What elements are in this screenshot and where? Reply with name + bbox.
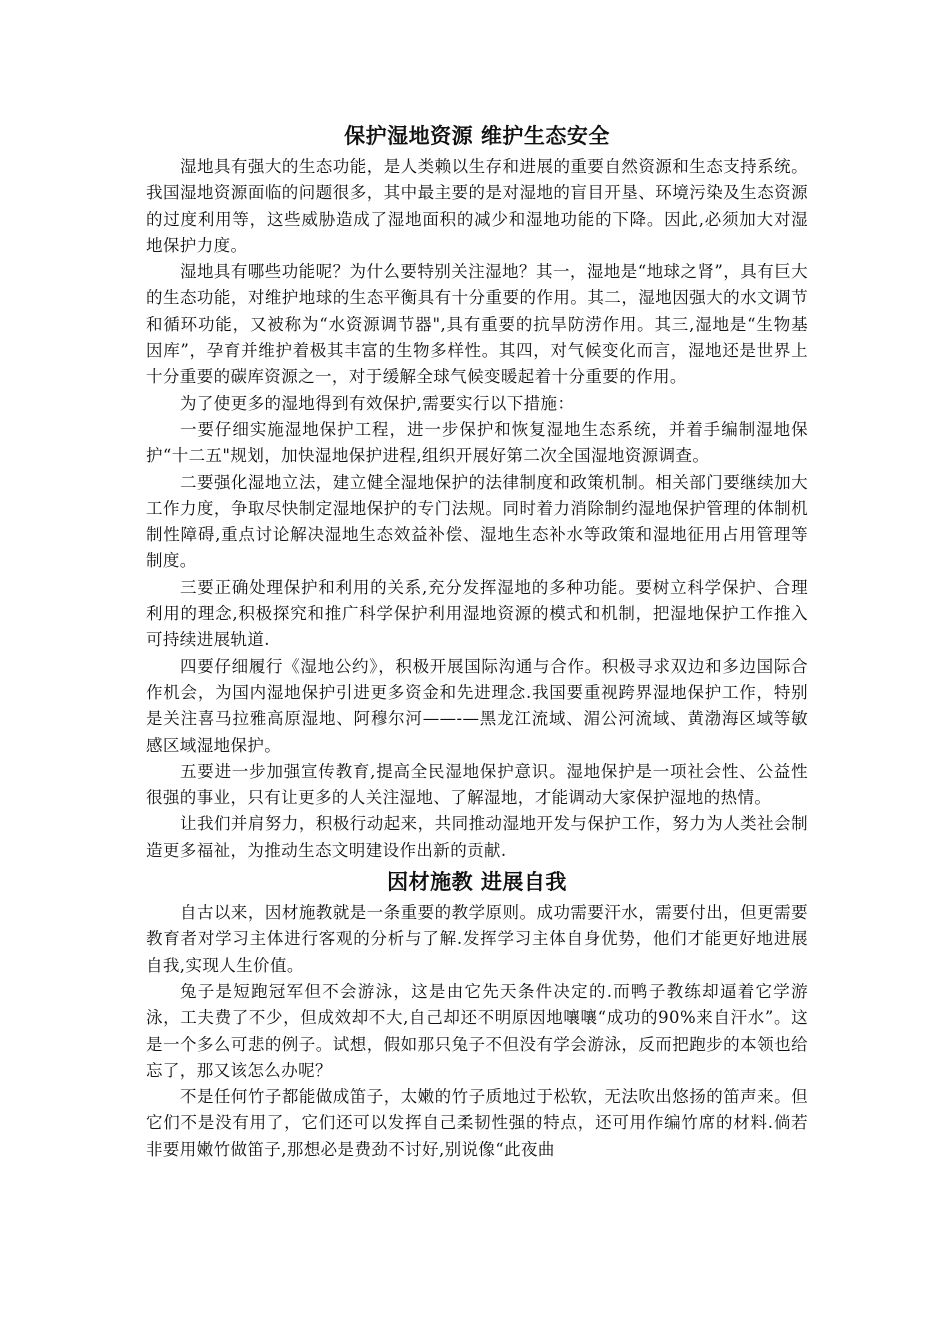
paragraph: 让我们并肩努力，积极行动起来，共同推动湿地开发与保护工作，努力为人类社会制造更多福祉，为推动生态文明建设作出新的贡献. [146, 814, 808, 860]
paragraph: 兔子是短跑冠军但不会游泳，这是由它先天条件决定的.而鸭子教练却逼着它学游泳，工夫费了不少，但成效却不大,自己却还不明原因地嚷嚷“成功的90%来自汗水”。这是一个多么可悲的例子。试想，假如那只兔子不但没有学会游泳，反而把跑步的本领也给忘了，那又该怎么办呢？ [146, 981, 808, 1080]
paragraph: 三要正确处理保护和利用的关系,充分发挥湿地的多种功能。要树立科学保护、合理利用的理念,积极探究和推广科学保护利用湿地资源的模式和机制，把湿地保护工作推入可持续进展轨道. [146, 577, 808, 650]
paragraph: 湿地具有强大的生态功能，是人类赖以生存和进展的重要自然资源和生态支持系统。我国湿地资源面临的问题很多，其中最主要的是对湿地的盲目开垦、环境污染及生态资源的过度利用等，这些威胁造成了湿地面积的减少和湿地功能的下降。因此,必须加大对湿地保护力度。 [146, 157, 808, 255]
paragraph: 五要进一步加强宣传教育,提高全民湿地保护意识。湿地保护是一项社会性、公益性很强的事业，只有让更多的人关注湿地、了解湿地，才能调动大家保护湿地的热情。 [146, 761, 808, 808]
paragraph: 四要仔细履行《湿地公约》，积极开展国际沟通与合作。积极寻求双边和多边国际合作机会，为国内湿地保护引进更多资金和先进理念.我国要重视跨界湿地保护工作，特别是关注喜马拉雅高原湿地、阿穆尔河——-—黑龙江流域、湄公河流域、黄渤海区域等敏感区域湿地保护。 [146, 656, 808, 755]
paragraph: 一要仔细实施湿地保护工程，进一步保护和恢复湿地生态系统，并着手编制湿地保护“十二五"规划，加快湿地保护进程,组织开展好第二次全国湿地资源调查。 [146, 419, 808, 466]
paragraph: 湿地具有哪些功能呢？为什么要特别关注湿地？其一，湿地是“地球之肾”，具有巨大的生态功能，对维护地球的生态平衡具有十分重要的作用。其二，湿地因强大的水文调节和循环功能，又被称为“水资源调节器",具有重要的抗旱防涝作用。其三,湿地是“生物基因库”，孕育并维护着极其丰富的生物多样性。其四，对气候变化而言，湿地还是世界上十分重要的碳库资源之一，对于缓解全球气候变暖起着十分重要的作用。 [146, 262, 808, 387]
paragraph: 自古以来，因材施教就是一条重要的教学原则。成功需要汗水，需要付出，但更需要教育者对学习主体进行客观的分析与了解.发挥学习主体自身优势，他们才能更好地进展自我,实现人生价值。 [146, 903, 808, 975]
article-title: 保护湿地资源 维护生态安全 [344, 124, 610, 148]
paragraph: 不是任何竹子都能做成笛子，太嫩的竹子质地过于松软，无法吹出悠扬的笛声来。但它们不是没有用了，它们还可以发挥自己柔韧性强的特点，还可用作编竹席的材料.倘若非要用嫩竹做笛子,那想必是费劲不讨好,别说像“此夜曲 [146, 1087, 808, 1159]
paragraph: 二要强化湿地立法，建立健全湿地保护的法律制度和政策机制。相关部门要继续加大工作力度，争取尽快制定湿地保护的专门法规。同时着力消除制约湿地保护管理的体制机制性障碍,重点讨论解决湿地生态效益补偿、湿地生态补水等政策和湿地征用占用管理等制度。 [146, 472, 808, 571]
paragraph: 为了使更多的湿地得到有效保护,需要实行以下措施： [180, 393, 575, 413]
article-title: 因材施教 进展自我 [387, 870, 567, 895]
document-page [146, 118, 808, 1163]
